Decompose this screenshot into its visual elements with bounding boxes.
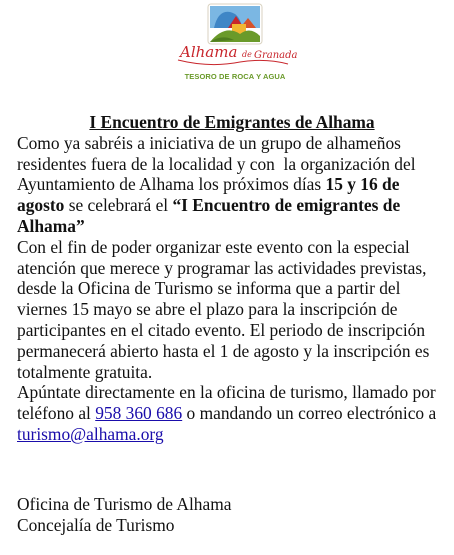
- phone-link[interactable]: 958 360 686: [95, 403, 183, 424]
- paragraph-intro: [17, 133, 447, 237]
- intro-text-mid: se celebrará el: [64, 195, 173, 216]
- logo-emblem-icon: [170, 2, 300, 72]
- signature-department: Concejalía de Turismo: [17, 515, 175, 535]
- alhama-logo: [170, 2, 300, 82]
- email-link[interactable]: turismo@alhama.org: [17, 423, 164, 444]
- contact-text: Apúntate directamente en la oficina de turismo, llamado por teléfono al: [17, 382, 441, 424]
- signature-block: [17, 494, 231, 536]
- intro-text: Como ya sabréis a iniciativa de un grupo de alhameños residentes fuera de la localidad y con la organización del Ayuntamiento de Alhama los próximos días: [17, 132, 419, 195]
- event-name: “I Encuentro de emigrantes de Alhama”: [17, 195, 404, 236]
- svg-text:de: de: [242, 50, 252, 59]
- event-dates: 15 y 16 de agosto: [17, 174, 404, 216]
- paragraph-contact: [17, 382, 447, 444]
- paragraph-registration: Con el fin de poder organizar este evento con la especial atención que merece y programar las actividades previstas, desde la Oficina de Turismo se informa que a partir del viernes 15 mayo se abre el plazo para la inscripción de participantes en el citado evento. El periodo de inscripción permanecerá abierto hasta el 1 de agosto y la inscripción es totalmente gratuita.: [17, 236, 434, 382]
- document-body: [17, 112, 447, 445]
- signature-office: Oficina de Turismo de Alhama: [17, 494, 232, 514]
- document-title: I Encuentro de Emigrantes de Alhama: [89, 112, 375, 132]
- svg-text:Alhama: Alhama: [180, 43, 238, 61]
- logo-tagline: TESORO DE ROCA Y AGUA: [184, 72, 286, 81]
- contact-text-mid: o mandando un correo electrónico a: [182, 403, 441, 424]
- svg-text:Granada: Granada: [254, 50, 298, 61]
